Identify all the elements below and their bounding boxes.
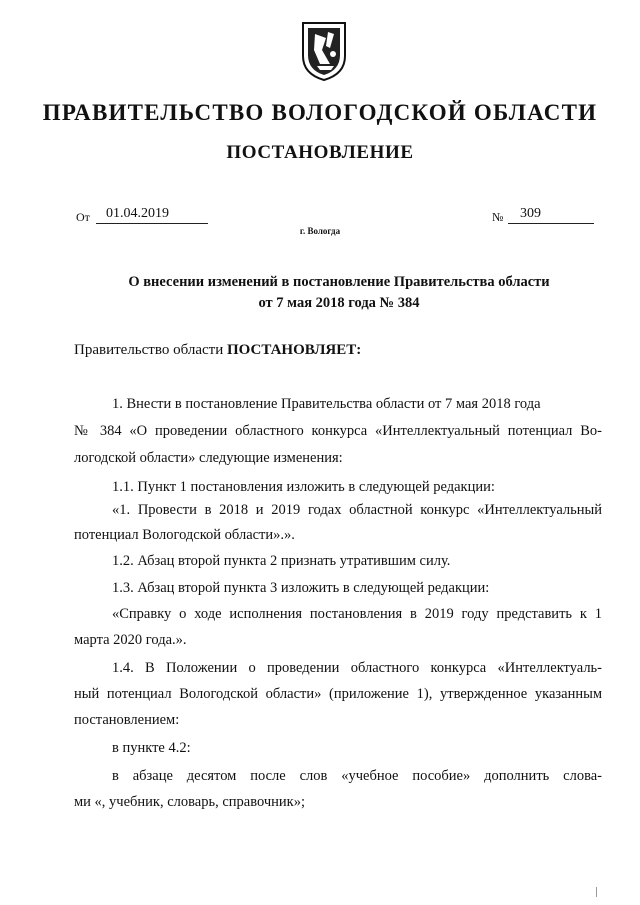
- date-value: 01.04.2019: [96, 206, 208, 224]
- scan-mark: [596, 887, 597, 897]
- preamble-bold: ПОСТАНОВЛЯЕТ:: [226, 342, 362, 358]
- preamble-text: Правительство области: [74, 342, 224, 358]
- body-line: «1. Провести в 2018 и 2019 годах областной конкурс «Интеллектуальный: [112, 502, 602, 518]
- body-line: 1.2. Абзац второй пункта 2 признать утратившим силу.: [112, 553, 451, 569]
- document-title: [76, 272, 602, 314]
- preamble: [74, 342, 361, 359]
- body-line: потенциал Вологодской области».».: [74, 527, 295, 543]
- body-line: ный потенциал Вологодской области» (приложение 1), утвержденное указанным: [74, 686, 602, 702]
- date-label: От: [76, 210, 90, 224]
- document-type: ПОСТАНОВЛЕНИЕ: [226, 142, 414, 163]
- title-line-1: О внесении изменений в постановление Правительства области: [128, 274, 550, 290]
- body-line: марта 2020 года.».: [74, 632, 187, 648]
- body-line: в пункте 4.2:: [112, 740, 191, 756]
- body-line: 1.3. Абзац второй пункта 3 изложить в следующей редакции:: [112, 580, 490, 596]
- city: г. Вологда: [299, 226, 341, 236]
- body-line: логодской области» следующие изменения:: [74, 450, 343, 466]
- body-line: № 384 «О проведении областного конкурса «Интеллектуальный потенциал Во-: [74, 423, 602, 439]
- body-line: в абзаце десятом после слов «учебное пособие» дополнить слова-: [112, 768, 602, 784]
- body-line: 1. Внести в постановление Правительства области от 7 мая 2018 года: [112, 396, 541, 412]
- body-line: «Справку о ходе исполнения постановления в 2019 году представить к 1: [112, 606, 602, 622]
- body-line: постановлением:: [74, 712, 180, 728]
- title-line-2: от 7 мая 2018 года № 384: [258, 295, 420, 311]
- body-line: 1.1. Пункт 1 постановления изложить в следующей редакции:: [112, 479, 495, 495]
- number-label: №: [492, 210, 504, 224]
- body-line: 1.4. В Положении о проведении областного конкурса «Интеллектуаль-: [112, 660, 602, 676]
- number-value: 309: [508, 206, 594, 224]
- coat-of-arms-icon: [300, 20, 348, 82]
- body-line: ми «, учебник, словарь, справочник»;: [74, 794, 305, 810]
- organization-name: ПРАВИТЕЛЬСТВО ВОЛОГОДСКОЙ ОБЛАСТИ: [42, 100, 598, 125]
